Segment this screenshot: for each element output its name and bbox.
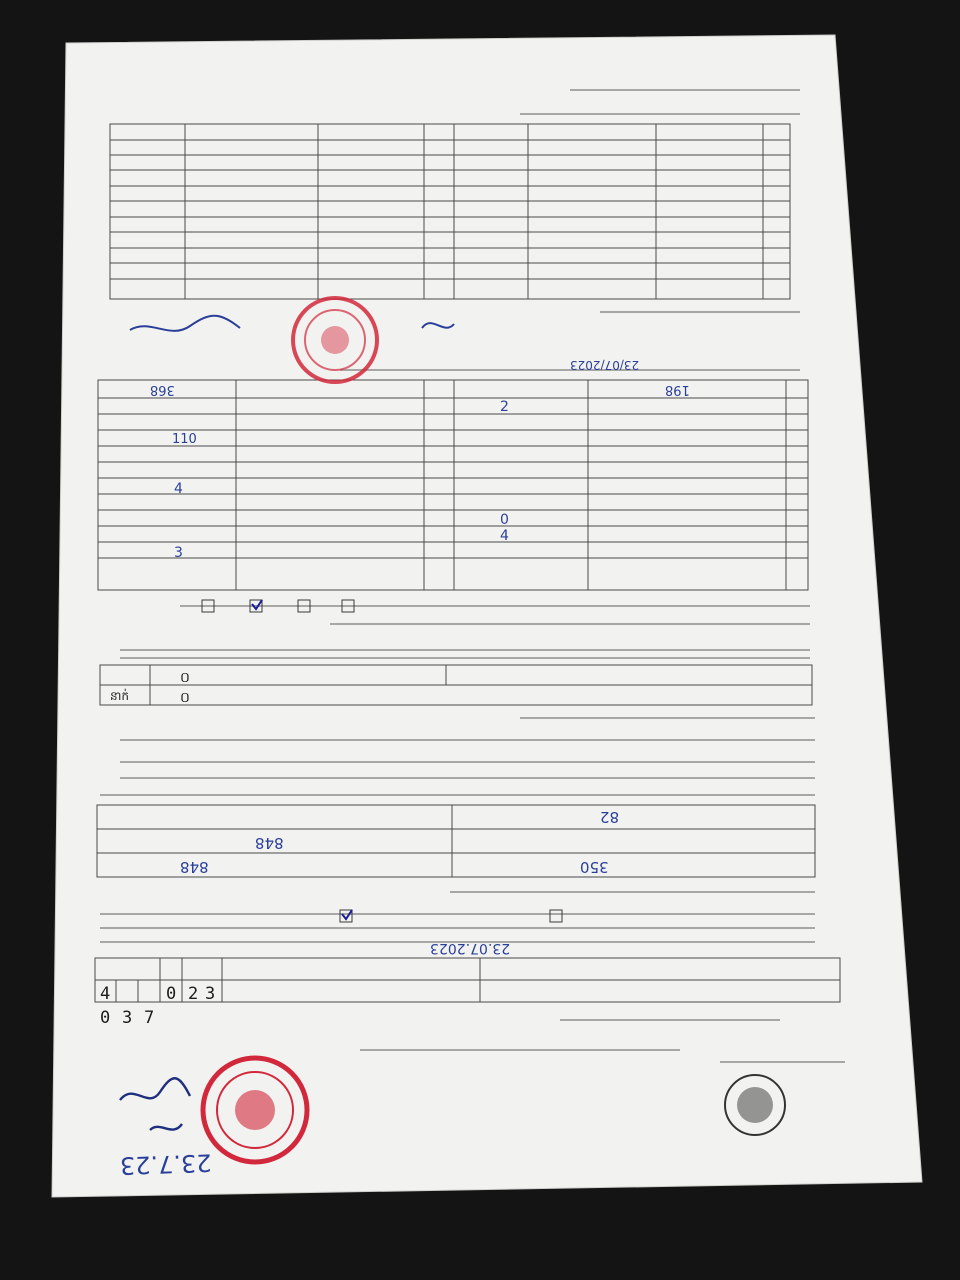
result-row-count-4: 4 xyxy=(174,481,183,497)
header-box-digit-7: 3 xyxy=(205,984,216,1004)
header-box-digit-1: 0 xyxy=(100,1008,111,1028)
result-row-count-6: 110 xyxy=(172,432,197,447)
result-row-count-5: 2 xyxy=(500,399,509,415)
section3-date: 23.07.2023 xyxy=(430,940,511,956)
header-box-digit-6: 2 xyxy=(188,984,199,1004)
header-box-digit-4: 4 xyxy=(100,984,111,1004)
section4-zero-2: ០ xyxy=(180,670,190,686)
section3-ballots-received: 848 xyxy=(180,858,209,876)
section3-ballots-issued: 82 xyxy=(600,808,620,826)
result-row-count-3: 4 xyxy=(500,528,509,544)
section6-subtotal-left: 198 xyxy=(665,382,690,397)
result-row-count-1: 3 xyxy=(174,545,183,561)
section3-total-voters: 350 xyxy=(580,858,609,876)
result-row-count-2: 0 xyxy=(500,512,509,528)
header-box-digit-5: 0 xyxy=(166,984,177,1004)
section4-unit-1: នាក់ xyxy=(110,689,130,703)
header-box-digit-3: 7 xyxy=(144,1008,155,1028)
section4-zero-1: ០ xyxy=(180,690,190,706)
header-box-digit-2: 3 xyxy=(122,1008,133,1028)
section3-ballots-used: 848 xyxy=(255,834,284,852)
footer-date: 23.7.23 xyxy=(119,1148,213,1180)
section6-date: 23/07/2023 xyxy=(570,358,640,372)
section6-subtotal-right: 368 xyxy=(150,382,175,397)
